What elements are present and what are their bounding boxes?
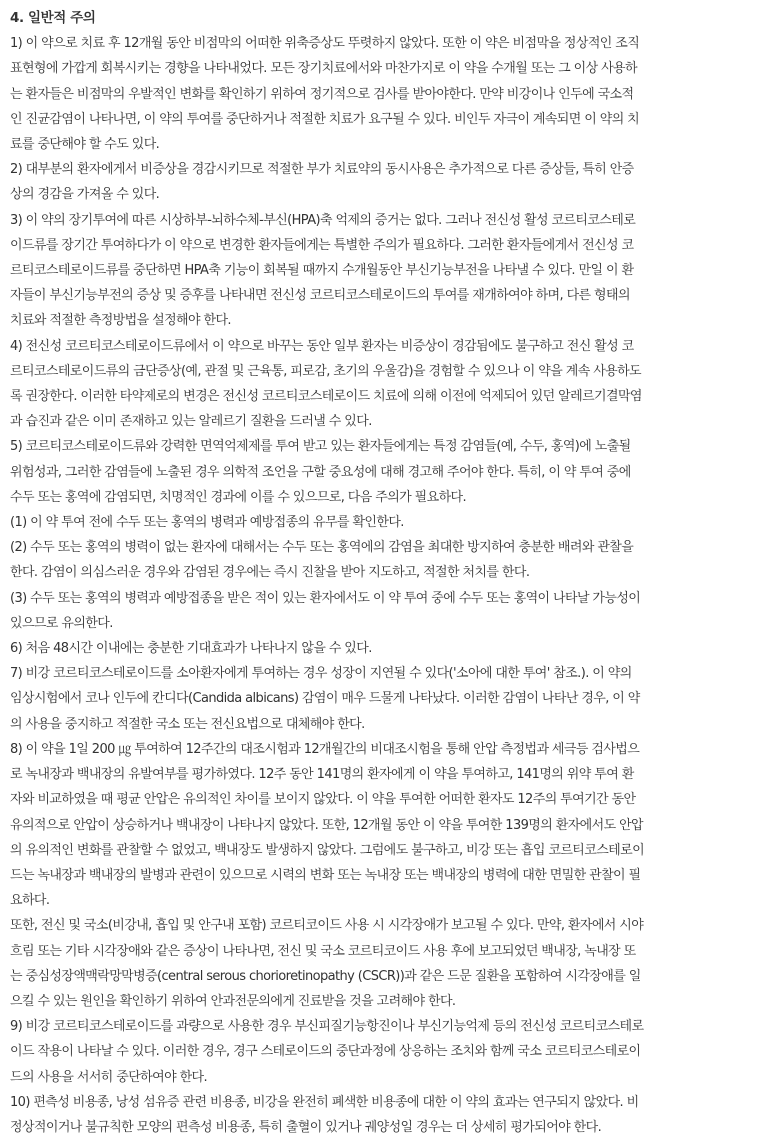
text-line: 5) 코르티코스테로이드류와 강력한 면역억제제를 투여 받고 있는 환자들에게는 특정 감염들(예, 수두, 홍역)에 노출될 — [10, 439, 631, 455]
text-line: 르티코스테로이드류의 금단증상(예, 관절 및 근육통, 피로감, 초기의 우울감)을 경험할 수 있으나 이 약을 계속 사용하도 — [10, 363, 642, 379]
text-line: 치료와 적절한 측정방법을 설정해야 한다. — [10, 313, 231, 329]
text-line: 정상적이거나 불규칙한 모양의 편측성 비용종, 특히 출혈이 있거나 궤양성일 경우는 더 상세히 평가되어야 한다. — [10, 1119, 602, 1135]
text-line: 한다. 감염이 의심스러운 경우와 감염된 경우에는 즉시 진찰을 받아 지도하고, 적절한 처치를 한다. — [10, 565, 530, 581]
text-line: 상의 경감을 가져올 수 있다. — [10, 187, 160, 203]
text-line: (2) 수두 또는 홍역의 병력이 없는 환자에 대해서는 수두 또는 홍역에의 감염을 최대한 방지하여 충분한 배려와 관찰을 — [10, 540, 634, 556]
text-line: 인 진균감염이 나타나면, 이 약의 투여를 중단하거나 적절한 치료가 요구될 수 있다. 비인두 자극이 계속되면 이 약의 치 — [10, 111, 640, 127]
text-line: 자와 비교하였을 때 평균 안압은 유의적인 차이를 보이지 않았다. 이 약을 투여한 어떠한 환자도 12주의 투여기간 동안 — [10, 792, 636, 808]
text-line: 의 사용을 중지하고 적절한 국소 또는 전신요법으로 대체해야 한다. — [10, 716, 365, 732]
text-line: 는 중심성장액맥락망막병증(central serous chorioretinopathy (CSCR))과 같은 드문 질환을 포함하여 시각장애를 일 — [10, 968, 641, 984]
text-line: 표현형에 가깝게 회복시키는 경향을 나타내었다. 모든 장기치료에서와 마찬가지로 이 약을 수개월 또는 그 이상 사용하 — [10, 61, 637, 77]
text-line: 으킬 수 있는 원인을 확인하기 위하여 안과전문의에게 진료받을 것을 고려해야 한다. — [10, 993, 456, 1009]
text-line: 의 유의적인 변화를 관찰할 수 없었고, 백내장도 발생하지 않았다. 그럼에도 불구하고, 비강 또는 흡입 코르티코스테로이 — [10, 842, 645, 858]
text-line: 드는 녹내장과 백내장의 발병과 관련이 있으므로 시력의 변화 또는 녹내장 또는 백내장의 병력에 대한 면밀한 관찰이 필 — [10, 867, 641, 883]
text-line: 드의 사용을 서서히 중단하여야 한다. — [10, 1069, 208, 1085]
text-line: 9) 비강 코르티코스테로이드를 과량으로 사용한 경우 부신피질기능항진이나 부신기능억제 등의 전신성 코르티코스테로 — [10, 1019, 644, 1035]
text-line: 과 습진과 같은 이미 존재하고 있는 알레르기 질환을 드러낼 수 있다. — [10, 414, 372, 430]
text-line: (1) 이 약 투여 전에 수두 또는 홍역의 병력과 예방접종의 유무를 확인한다. — [10, 515, 404, 531]
section-heading: 4. 일반적 주의 — [10, 10, 96, 26]
text-line: 위험성과, 그러한 감염들에 노출된 경우 의학적 조언을 구할 중요성에 대해 경고해 주어야 한다. 특히, 이 약 투여 중에 — [10, 464, 631, 480]
text-line: 있으므로 유의한다. — [10, 615, 113, 631]
text-line: 임상시험에서 코나 인두에 칸디다(Candida albicans) 감염이 매우 드물게 나타났다. 이러한 감염이 나타난 경우, 이 약 — [10, 691, 640, 707]
text-line: 수두 또는 홍역에 감염되면, 치명적인 경과에 이를 수 있으므로, 다음 주의가 필요하다. — [10, 489, 467, 505]
text-line: 8) 이 약을 1일 200 ㎍ 투여하여 12주간의 대조시험과 12개월간의 비대조시험을 통해 안압 측정법과 세극등 검사법으 — [10, 741, 640, 757]
text-line: 2) 대부분의 환자에게서 비증상을 경감시키므로 적절한 부가 치료약의 동시사용은 추가적으로 다른 증상들, 특히 안증 — [10, 162, 634, 178]
text-line: 요하다. — [10, 893, 50, 909]
text-line: 1) 이 약으로 치료 후 12개월 동안 비점막의 어떠한 위축증상도 뚜렷하지 않았다. 또한 이 약은 비점막을 정상적인 조직 — [10, 36, 640, 52]
text-line: 료를 중단해야 할 수도 있다. — [10, 137, 160, 153]
text-line: 흐림 또는 기타 시각장애와 같은 증상이 나타나면, 전신 및 국소 코르티코이드 사용 후에 보고되었던 백내장, 녹내장 또 — [10, 943, 636, 959]
text-line: 또한, 전신 및 국소(비강내, 흡입 및 안구내 포함) 코르티코이드 사용 시 시각장애가 보고될 수 있다. 만약, 환자에서 시야 — [10, 918, 644, 934]
text-line: 이드 작용이 나타날 수 있다. 이러한 경우, 경구 스테로이드의 중단과정에 상응하는 조치와 함께 국소 코르티코스테로이 — [10, 1044, 641, 1060]
text-line: 는 환자들은 비점막의 우발적인 변화를 확인하기 위하여 정기적으로 검사를 받아야한다. 만약 비강이나 인두에 국소적 — [10, 86, 634, 102]
text-line: 자들이 부신기능부전의 증상 및 증후를 나타내면 전신성 코르티코스테로이드의 투여를 재개하여야 하며, 다른 형태의 — [10, 288, 630, 304]
text-line: 6) 처음 48시간 이내에는 충분한 기대효과가 나타나지 않을 수 있다. — [10, 641, 372, 657]
precautions-body — [10, 31, 750, 1140]
text-line: 이드류를 장기간 투여하다가 이 약으로 변경한 환자들에게는 특별한 주의가 필요하다. 그러한 환자들에게서 전신성 코 — [10, 237, 634, 253]
text-line: (3) 수두 또는 홍역의 병력과 예방접종을 받은 적이 있는 환자에서도 이 약 투여 중에 수두 또는 홍역이 나타날 가능성이 — [10, 590, 641, 606]
text-line: 10) 편측성 비용종, 낭성 섬유증 관련 비용종, 비강을 완전히 폐색한 비용종에 대한 이 약의 효과는 연구되지 않았다. 비 — [10, 1094, 639, 1110]
text-line: 유의적으로 안압이 상승하거나 백내장이 나타나지 않았다. 또한, 12개월 동안 이 약을 투여한 139명의 환자에서도 안압 — [10, 817, 643, 833]
text-line: 르티코스테로이드류를 중단하면 HPA축 기능이 회복될 때까지 수개월동안 부신기능부전을 나타낼 수 있다. 만일 이 환 — [10, 263, 634, 279]
text-line: 록 권장한다. 이러한 타약제로의 변경은 전신성 코르티코스테로이드 치료에 의해 이전에 억제되어 있던 알레르기결막염 — [10, 389, 642, 405]
text-line: 로 녹내장과 백내장의 유발여부를 평가하였다. 12주 동안 141명의 환자에게 이 약을 투여하고, 141명의 위약 투여 환 — [10, 767, 634, 783]
text-line: 7) 비강 코르티코스테로이드를 소아환자에게 투여하는 경우 성장이 지연될 수 있다('소아에 대한 투여' 참조.). 이 약의 — [10, 666, 632, 682]
text-line: 3) 이 약의 장기투여에 따른 시상하부-뇌하수체-부신(HPA)축 억제의 증거는 없다. 그러나 전신성 활성 코르티코스테로 — [10, 212, 636, 228]
text-line: 4) 전신성 코르티코스테로이드류에서 이 약으로 바꾸는 동안 일부 환자는 비증상이 경감됨에도 불구하고 전신 활성 코 — [10, 338, 634, 354]
